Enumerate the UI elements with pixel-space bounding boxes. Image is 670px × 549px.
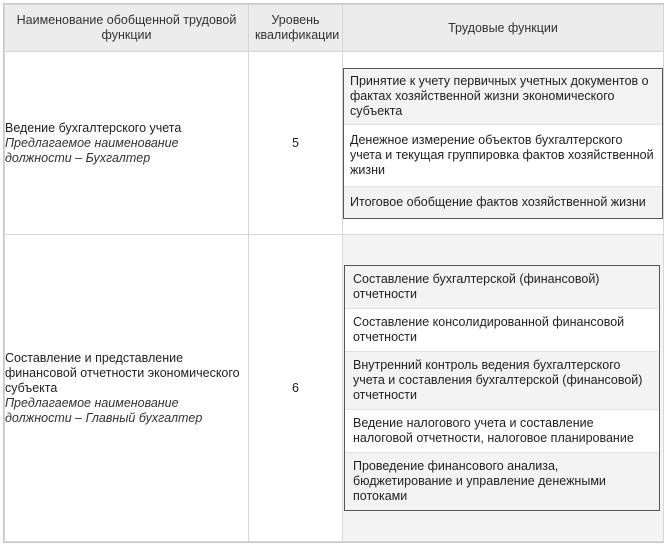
generalized-function-cell	[5, 52, 249, 235]
header-generalized-function: Наименование обобщенной трудовой функции	[5, 5, 249, 52]
list-item: Принятие к учету первичных учетных документов о фактах хозяйственной жизни экономического субъекта	[344, 69, 662, 124]
qualification-table	[4, 4, 664, 542]
header-labor-functions: Трудовые функции	[343, 5, 664, 52]
labor-functions-list	[344, 265, 660, 511]
labor-functions-cell	[343, 235, 664, 542]
qualification-level: 5	[249, 52, 343, 235]
qualification-level: 6	[249, 235, 343, 542]
position-subtitle: Предлагаемое наименование должности – Главный бухгалтер	[5, 395, 203, 425]
list-item: Проведение финансового анализа, бюджетирование и управление денежными потоками	[345, 452, 659, 510]
table-header-row	[5, 5, 664, 52]
generalized-function-cell	[5, 235, 249, 542]
list-item: Внутренний контроль ведения бухгалтерского учета и составления бухгалтерской (финансовой) отчетности	[345, 351, 659, 409]
labor-functions-cell	[343, 52, 664, 235]
generalized-function-title: Ведение бухгалтерского учета	[5, 120, 182, 135]
header-qualification-level: Уровень квалификации	[249, 5, 343, 52]
list-item: Ведение налогового учета и составление налоговой отчетности, налоговое планирование	[345, 409, 659, 452]
table-row	[5, 235, 664, 542]
generalized-function-title: Составление и представление финансовой отчетности экономического субъекта	[5, 350, 240, 395]
labor-functions-list	[343, 68, 663, 219]
position-subtitle: Предлагаемое наименование должности – Бухгалтер	[5, 135, 179, 165]
list-item: Составление бухгалтерской (финансовой) отчетности	[345, 266, 659, 308]
table-row	[5, 52, 664, 235]
list-item: Денежное измерение объектов бухгалтерского учета и текущая группировка фактов хозяйственной жизни	[344, 124, 662, 186]
list-item: Итоговое обобщение фактов хозяйственной жизни	[344, 186, 662, 218]
qualification-table-frame	[3, 3, 664, 543]
list-item: Составление консолидированной финансовой отчетности	[345, 308, 659, 351]
